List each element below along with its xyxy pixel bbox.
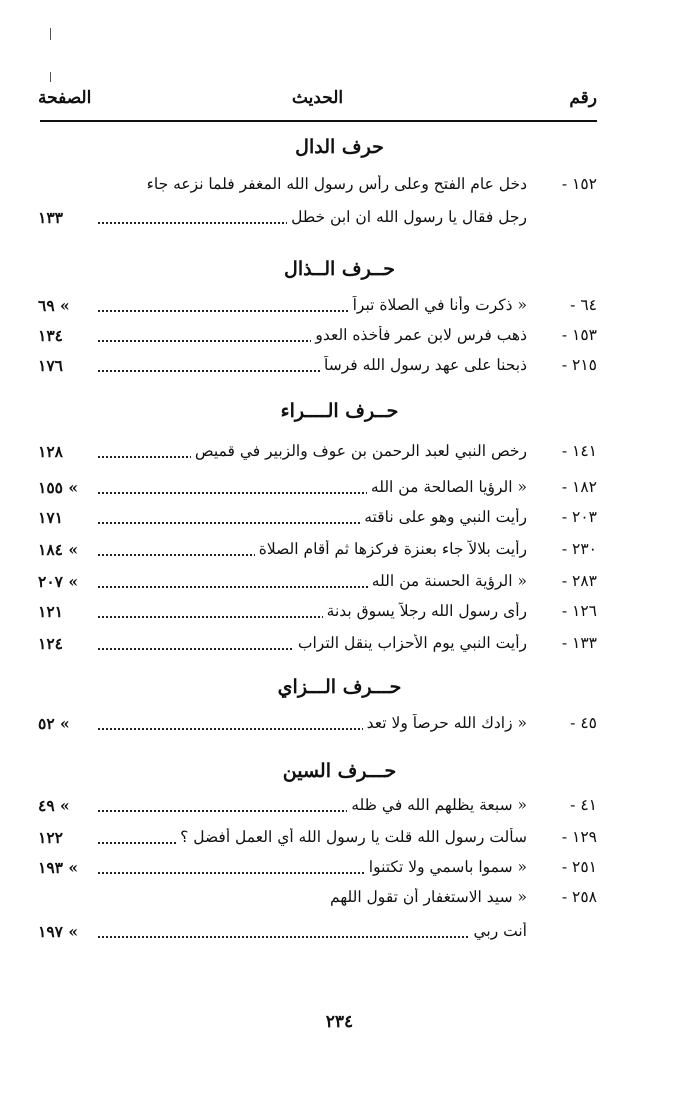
hadith-number: ١٢٦ - xyxy=(561,602,597,620)
index-entry xyxy=(0,326,679,356)
hadith-text xyxy=(115,356,527,374)
hadith-text-label: رأيت النبي وهو على ناقته xyxy=(360,508,527,526)
hadith-text-label: أنت ربي xyxy=(470,922,528,940)
page-reference: » ١٥٥ xyxy=(38,478,98,497)
hadith-number: ٢٨٣ - xyxy=(561,572,597,590)
index-entry xyxy=(0,828,679,858)
hadith-text xyxy=(115,714,527,732)
hadith-text xyxy=(115,540,527,558)
index-entry xyxy=(0,796,679,826)
hadith-text-label: « سيد الاستغفار أن تقول اللهم xyxy=(326,888,527,906)
hadith-text xyxy=(115,175,527,193)
hadith-number: ٢٣٠ - xyxy=(561,540,597,558)
hadith-number: ١٥٣ - xyxy=(561,326,597,344)
section-heading xyxy=(0,136,679,158)
hadith-text-label: ذبحنا على عهد رسول الله فرساً xyxy=(320,356,527,374)
page-reference: ١٢١ xyxy=(38,602,98,621)
hadith-text xyxy=(115,922,527,940)
hadith-text xyxy=(115,888,527,906)
page-reference: » ١٨٤ xyxy=(38,540,98,559)
index-entry xyxy=(0,714,679,744)
hadith-text xyxy=(115,828,527,846)
section-heading xyxy=(0,258,679,280)
hadith-text xyxy=(115,208,527,226)
table-header xyxy=(38,88,597,116)
hadith-number: ١٤١ - xyxy=(561,442,597,460)
hadith-text-label: ذهب فرس لابن عمر فأخذه العدو xyxy=(311,326,527,344)
hadith-text-label: رخص النبي لعبد الرحمن بن عوف والزبير في قميص xyxy=(191,442,527,460)
page-reference: ١٣٤ xyxy=(38,326,98,345)
page-reference: » ١٩٧ xyxy=(38,922,98,941)
hadith-text-label: « سبعة يظلهم الله في ظله xyxy=(347,796,527,814)
index-entry xyxy=(0,888,679,918)
hadith-number: ٤٥ - xyxy=(570,714,597,732)
hadith-text xyxy=(115,858,527,876)
hadith-text xyxy=(115,634,527,652)
section-heading xyxy=(0,676,679,698)
hadith-text xyxy=(115,296,527,314)
hadith-number: ١٢٩ - xyxy=(561,828,597,846)
margin-mark xyxy=(50,28,51,40)
index-entry xyxy=(0,540,679,570)
hadith-number: ٦٤ - xyxy=(570,296,597,314)
hadith-text-label: دخل عام الفتح وعلى رأس رسول الله المغفر فلما نزعه جاء xyxy=(143,175,527,193)
page-number: ٢٣٤ xyxy=(325,1012,354,1032)
hadith-text-label: سألت رسول الله قلت يا رسول الله أي العمل أفضل ؟ xyxy=(176,828,527,846)
page-reference: » ١٩٣ xyxy=(38,858,98,877)
page-reference: ١٢٨ xyxy=(38,442,98,461)
hadith-number: ٤١ - xyxy=(570,796,597,814)
page-reference: » ٢٠٧ xyxy=(38,572,98,591)
index-entry xyxy=(0,602,679,632)
hadith-text-label: رأى رسول الله رجلاً يسوق بدنة xyxy=(323,602,527,620)
hadith-number: ١٣٣ - xyxy=(561,634,597,652)
hadith-text xyxy=(115,572,527,590)
section-title: حرف الدال xyxy=(295,136,384,158)
hadith-text xyxy=(115,796,527,814)
hadith-text-label: « الرؤيا الصالحة من الله xyxy=(367,478,527,496)
index-entry xyxy=(0,508,679,538)
hadith-text xyxy=(115,508,527,526)
section-title: حــرف الــــراء xyxy=(280,400,399,422)
page-reference: » ٥٢ xyxy=(38,714,98,733)
hadith-text-label: « سموا باسمي ولا تكتنوا xyxy=(365,858,527,876)
page-reference: ١٣٣ xyxy=(38,208,98,227)
index-entry xyxy=(0,922,679,952)
hadith-text xyxy=(115,326,527,344)
index-entry xyxy=(0,356,679,386)
hadith-text-label: « زادك الله حرصاً ولا تعد xyxy=(363,714,527,732)
page-reference: ١٢٤ xyxy=(38,634,98,653)
index-entry xyxy=(0,208,679,238)
hadith-text xyxy=(115,478,527,496)
hadith-number: ١٥٢ - xyxy=(561,175,597,193)
index-entry xyxy=(0,478,679,508)
section-title: حـــرف السين xyxy=(282,760,397,782)
index-entry xyxy=(0,572,679,602)
hadith-number: ٢٥١ - xyxy=(561,858,597,876)
hadith-text-label: رأيت بلالاً جاء بعنزة فركزها ثم أقام الصلاة xyxy=(255,540,527,558)
section-heading xyxy=(0,760,679,782)
page-reference: ١٧١ xyxy=(38,508,98,527)
index-entry xyxy=(0,296,679,326)
section-heading xyxy=(0,400,679,422)
hadith-text-label: رأيت النبي يوم الأحزاب ينقل التراب xyxy=(294,634,527,652)
header-number-label: رقم xyxy=(569,88,597,108)
hadith-text-label: رجل فقال يا رسول الله ان ابن خطل xyxy=(287,208,527,226)
index-entry xyxy=(0,175,679,205)
hadith-number: ٢١٥ - xyxy=(561,356,597,374)
hadith-number: ٢٠٣ - xyxy=(561,508,597,526)
index-entry xyxy=(0,442,679,472)
index-entry xyxy=(0,858,679,888)
header-page-label: الصفحة xyxy=(38,88,92,108)
page-reference: ١٢٢ xyxy=(38,828,98,847)
hadith-text-label: « الرؤية الحسنة من الله xyxy=(368,572,527,590)
page-reference: » ٦٩ xyxy=(38,296,98,315)
page-reference: » ٤٩ xyxy=(38,796,98,815)
section-title: حــرف الــذال xyxy=(284,258,395,280)
index-entry xyxy=(0,634,679,664)
hadith-number: ١٨٢ - xyxy=(561,478,597,496)
section-title: حـــرف الـــزاي xyxy=(277,676,402,698)
hadith-text-label: « ذكرت وأنا في الصلاة تبراً xyxy=(349,296,527,314)
page-reference: ١٧٦ xyxy=(38,356,98,375)
hadith-number: ٢٥٨ - xyxy=(561,888,597,906)
margin-mark xyxy=(50,72,51,82)
hadith-text xyxy=(115,442,527,460)
header-divider xyxy=(40,120,597,122)
header-hadith-label: الحديث xyxy=(291,88,344,108)
hadith-text xyxy=(115,602,527,620)
